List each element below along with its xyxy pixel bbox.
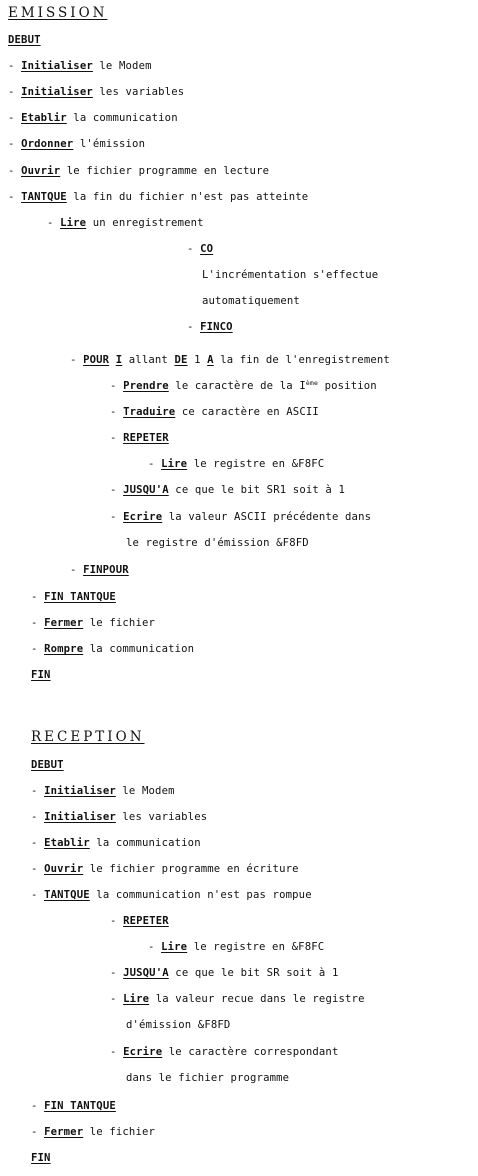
- emission-line-ecrire: - Ecrire la valeur ASCII précédente dans: [110, 511, 372, 523]
- emission-line-jusqua: - JUSQU'A ce que le bit SR1 soit à 1: [110, 484, 346, 496]
- emission-line-tantque: - TANTQUE la fin du fichier n'est pas atteinte: [8, 191, 309, 203]
- reception-line-fermer: - Fermer le fichier: [31, 1126, 156, 1138]
- emission-line-traduire: - Traduire ce caractère en ASCII: [110, 406, 319, 418]
- emission-line-initialiser-variables: - Initialiser les variables: [8, 86, 185, 98]
- emission-co-note-1: L'incrémentation s'effectue: [202, 269, 379, 281]
- reception-line-initialiser-variables: - Initialiser les variables: [31, 811, 208, 823]
- emission-finco: - FINCO: [187, 321, 233, 333]
- emission-line-ouvrir: - Ouvrir le fichier programme en lecture: [8, 165, 270, 177]
- reception-debut: DEBUT: [31, 759, 64, 771]
- reception-line-etablir: - Etablir la communication: [31, 837, 201, 849]
- emission-pour: - POUR I allant DE 1 A la fin de l'enregistrement: [70, 354, 390, 366]
- reception-line-ecrire: - Ecrire le caractère correspondant: [110, 1046, 339, 1058]
- emission-line-rompre: - Rompre la communication: [31, 643, 195, 655]
- emission-finpour: - FINPOUR: [70, 564, 129, 576]
- emission-fin: FIN: [31, 669, 51, 681]
- emission-line-initialiser-modem: - Initialiser le Modem: [8, 60, 152, 72]
- emission-repeter: - REPETER: [110, 432, 169, 444]
- reception-fin-tantque: - FIN TANTQUE: [31, 1100, 116, 1112]
- emission-co: - CO: [187, 243, 214, 255]
- emission-title: EMISSION: [8, 5, 108, 21]
- reception-line-lire-valeur-cont: d'émission &F8FD: [126, 1019, 231, 1031]
- emission-line-ecrire-cont: le registre d'émission &F8FD: [126, 537, 309, 549]
- reception-repeter: - REPETER: [110, 915, 169, 927]
- reception-line-lire-registre: - Lire le registre en &F8FC: [148, 941, 325, 953]
- emission-line-fermer: - Fermer le fichier: [31, 617, 156, 629]
- emission-debut: DEBUT: [8, 34, 41, 46]
- emission-co-note-2: automatiquement: [202, 295, 300, 307]
- emission-line-etablir: - Etablir la communication: [8, 112, 178, 124]
- reception-line-ouvrir: - Ouvrir le fichier programme en écriture: [31, 863, 299, 875]
- reception-title: RECEPTION: [31, 729, 145, 745]
- reception-line-lire-valeur: - Lire la valeur recue dans le registre: [110, 993, 365, 1005]
- reception-line-initialiser-modem: - Initialiser le Modem: [31, 785, 175, 797]
- emission-line-prendre: - Prendre le caractère de la Ième position: [110, 379, 377, 392]
- emission-line-ordonner: - Ordonner l'émission: [8, 138, 146, 150]
- emission-line-lire-registre: - Lire le registre en &F8FC: [148, 458, 325, 470]
- emission-line-lire: - Lire un enregistrement: [47, 217, 204, 229]
- emission-fin-tantque: - FIN TANTQUE: [31, 591, 116, 603]
- reception-fin: FIN: [31, 1152, 51, 1164]
- reception-line-tantque: - TANTQUE la communication n'est pas rompue: [31, 889, 312, 901]
- reception-line-ecrire-cont: dans le fichier programme: [126, 1072, 290, 1084]
- reception-line-jusqua: - JUSQU'A ce que le bit SR soit à 1: [110, 967, 339, 979]
